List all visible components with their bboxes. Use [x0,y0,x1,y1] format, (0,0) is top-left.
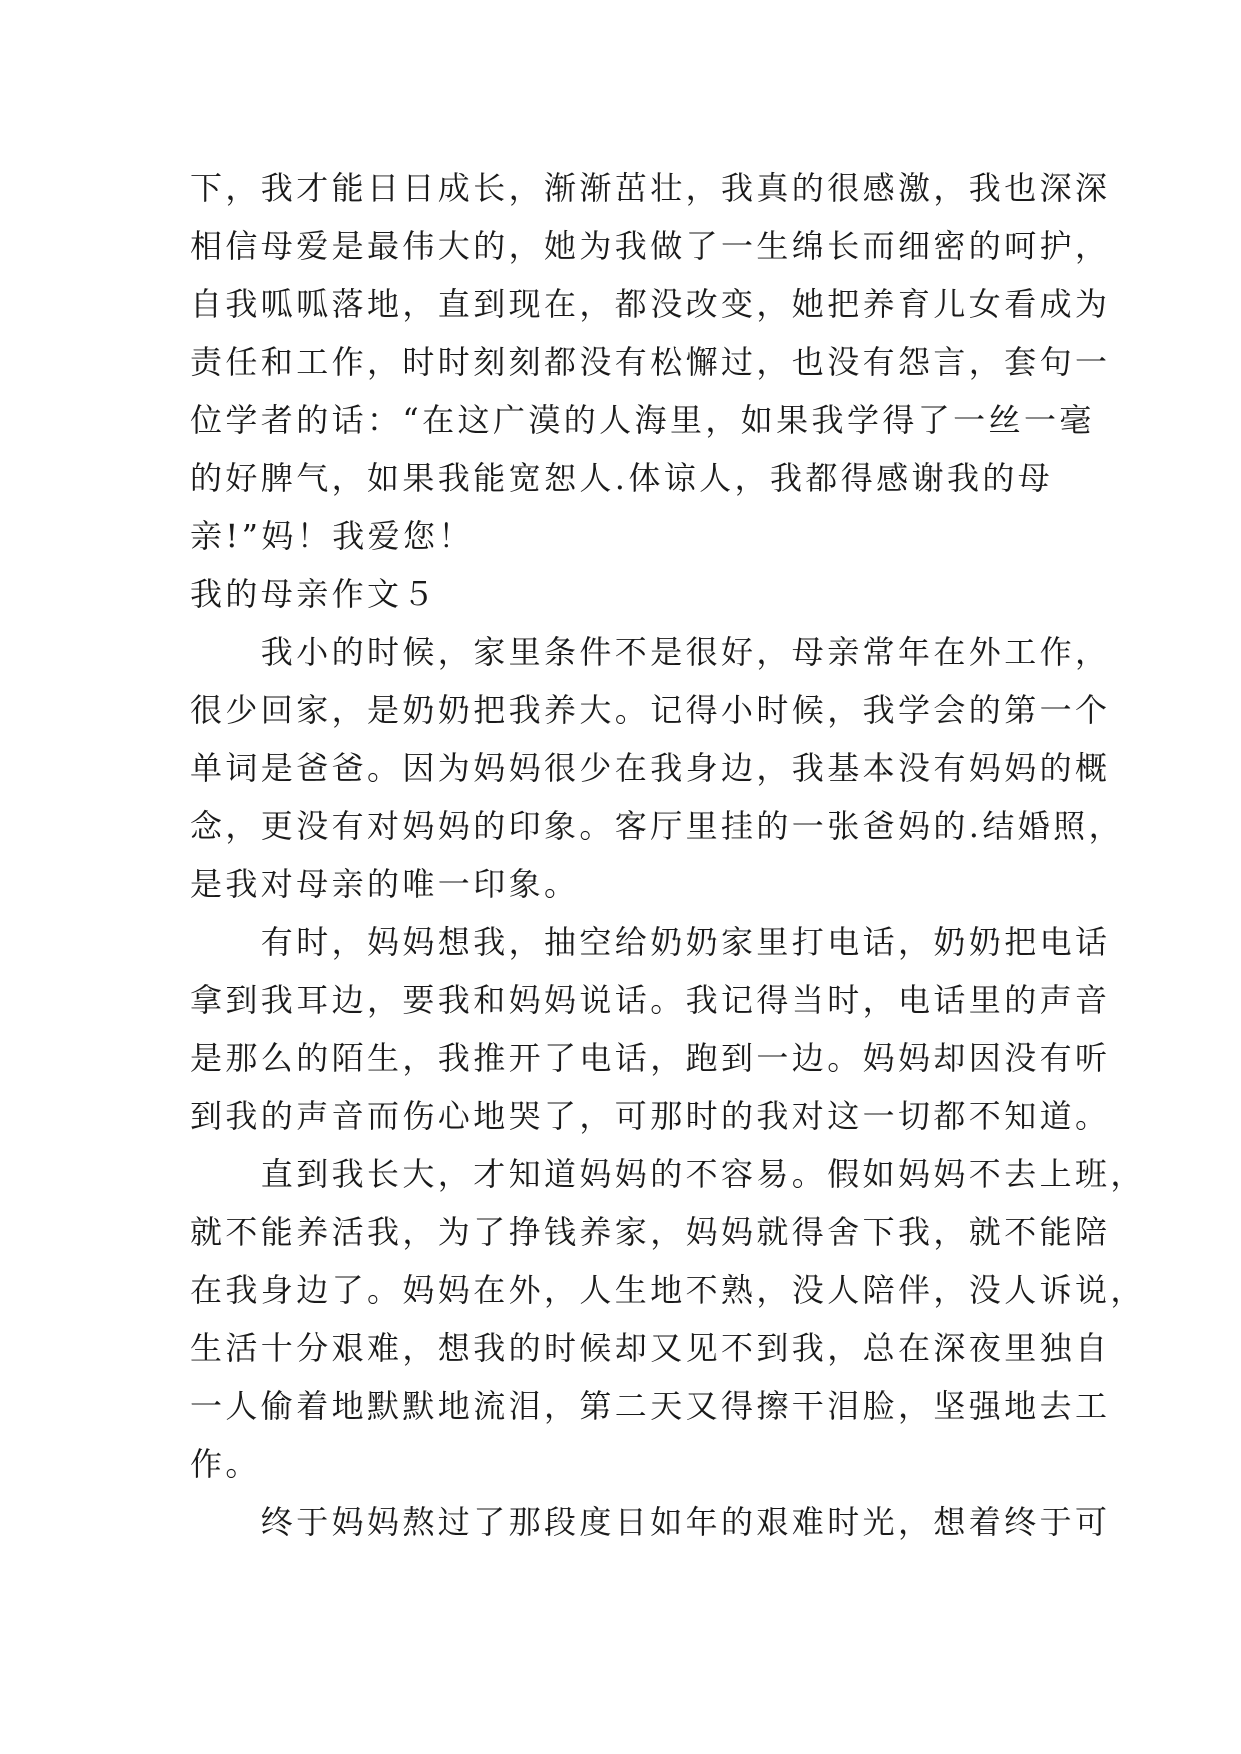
text-line: 亲!”妈！我爱您！ [190,517,474,555]
text-line: 生活十分艰难，想我的时候却又见不到我，总在深夜里独自 [190,1329,1111,1367]
paragraph-2 [190,913,1111,1145]
text-line: 直到我长大，才知道妈妈的不容易。假如妈妈不去上班， [190,1155,1146,1193]
text-line: 在我身边了。妈妈在外，人生地不熟，没人陪伴，没人诉说， [190,1271,1146,1309]
text-line: 终于妈妈熬过了那段度日如年的艰难时光，想着终于可 [190,1503,1111,1541]
text-line: 相信母爱是最伟大的，她为我做了一生绵长而细密的呵护， [190,227,1111,265]
paragraph-4 [190,1493,1111,1551]
text-line: 一人偷着地默默地流泪，第二天又得擦干泪脸，坚强地去工 [190,1387,1111,1425]
text-line: 念，更没有对妈妈的印象。客厅里挂的一张爸妈的.结婚照， [190,807,1124,845]
text-line: 下，我才能日日成长，渐渐茁壮，我真的很感激，我也深深 [190,169,1111,207]
section-title: 我的母亲作文５ [190,575,438,613]
text-line: 很少回家，是奶奶把我养大。记得小时候，我学会的第一个 [190,691,1111,729]
paragraph-3 [190,1145,1146,1493]
text-line: 就不能养活我，为了挣钱养家，妈妈就得舍下我，就不能陪 [190,1213,1111,1251]
continued-paragraph [190,159,1111,565]
text-line: 自我呱呱落地，直到现在，都没改变，她把养育儿女看成为 [190,285,1111,323]
paragraph-1 [190,623,1124,913]
essay-body [190,159,1146,1551]
text-line: 是我对母亲的唯一印象。 [190,865,580,903]
text-line: 作。 [190,1445,261,1483]
text-line: 是那么的陌生，我推开了电话，跑到一边。妈妈却因没有听 [190,1039,1111,1077]
text-line: 我小的时候，家里条件不是很好，母亲常年在外工作， [190,633,1111,671]
text-line: 责任和工作，时时刻刻都没有松懈过，也没有怨言，套句一 [190,343,1111,381]
text-line: 到我的声音而伤心地哭了，可那时的我对这一切都不知道。 [190,1097,1111,1135]
text-line: 拿到我耳边，要我和妈妈说话。我记得当时，电话里的声音 [190,981,1111,1019]
text-line: 单词是爸爸。因为妈妈很少在我身边，我基本没有妈妈的概 [190,749,1111,787]
text-line: 的好脾气，如果我能宽恕人.体谅人，我都得感谢我的母 [190,459,1054,497]
text-line: 有时，妈妈想我，抽空给奶奶家里打电话，奶奶把电话 [190,923,1111,961]
text-line: 位学者的话：“在这广漠的人海里，如果我学得了一丝一毫 [190,401,1095,439]
